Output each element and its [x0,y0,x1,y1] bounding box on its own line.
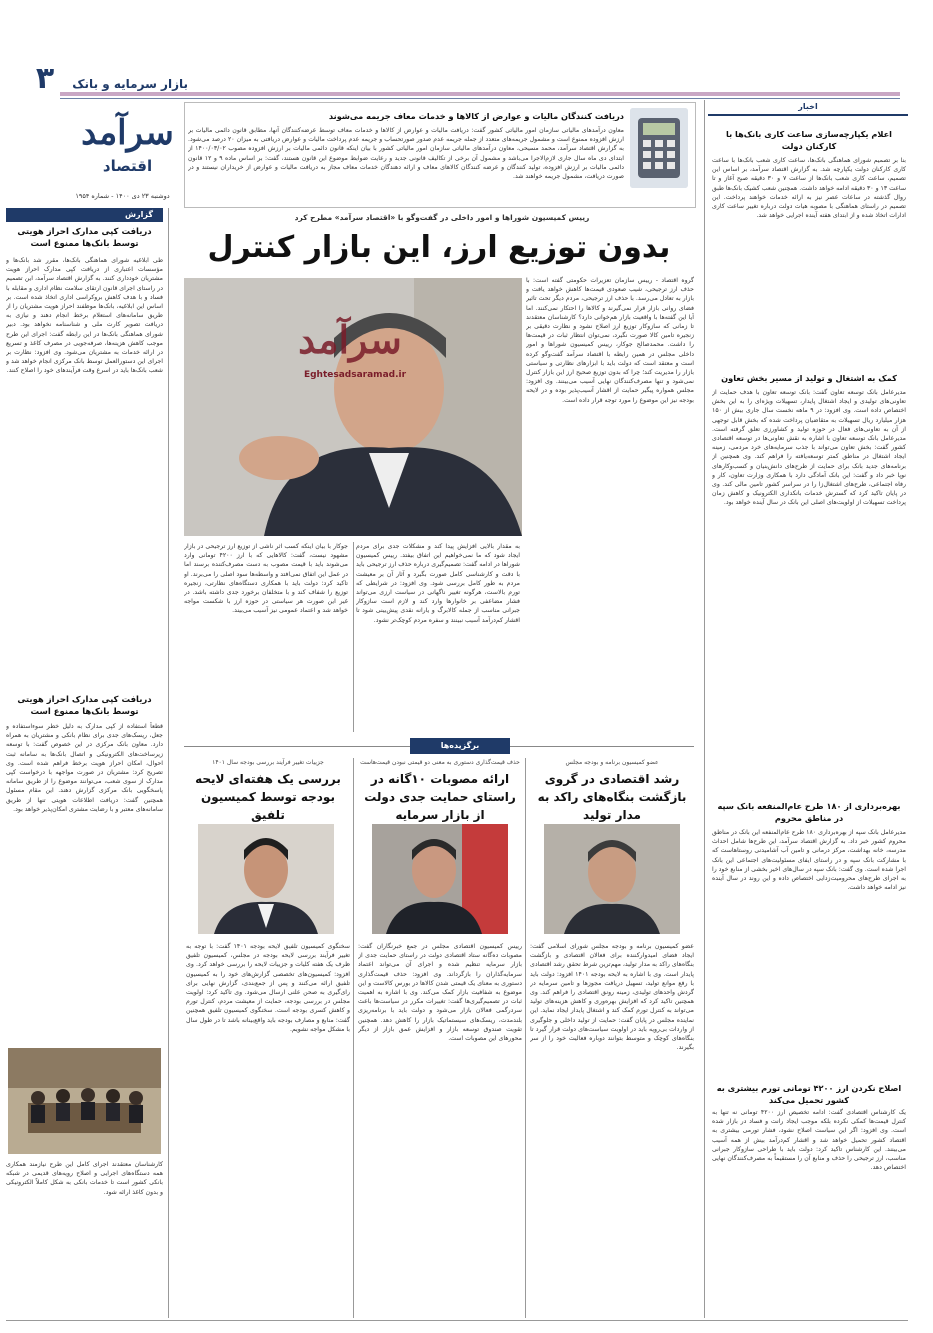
article-headline: بررسی یک هفته‌ای لایحه بودجه توسط کمیسیون تلفیق [195,772,341,822]
news-body-2: مدیرعامل بانک توسعه تعاون گفت: بانک توسعه تعاون با هدف حمایت از تعاونی‌های تولیدی و ایجاد اشتغال پایدار، تسهیلات ویژه‌ای را به این بخش اختصاص داده است. وی افزود: در ۹ ماهه نخست سال جاری بیش از ۱۵۰ هزار میلیارد ریال تسهیلات به متقاضیان پرداخت شده که بخش قابل توجهی از آن به تعاونی‌های فعال در حوزه تولید و کشاورزی تعلق گرفته است. مدیرعامل بانک توسعه تعاون با اشاره به نقش تعاونی‌ها در توسعه اقتصادی کشور گفت: بخش تعاون می‌تواند با جذب سرمایه‌های خرد مردمی، زمینه ایجاد اشتغال در مناطق کمتر توسعه‌یافته را فراهم کند. وی همچنین از برنامه‌های جدید بانک برای حمایت از طرح‌های دانش‌بنیان و کسب‌وکارهای نوپا خبر داد و گفت: این بانک آمادگی دارد با همکاری وزارت تعاون، کار و رفاه اجتماعی، طرح‌های اشتغال‌زا را در سراسر کشور تامین مالی کند. وی در پایان تاکید کرد که گسترش خدمات بانکداری الکترونیک و کاهش زمان پرداخت تسهیلات از اولویت‌های اصلی این بانک در سال آینده خواهد بود. [712,389,906,507]
article-body: سخنگوی کمیسیون تلفیق لایحه بودجه ۱۴۰۱ گفت: با توجه به تغییر فرآیند بررسی لایحه بودجه در مجلس، کمیسیون تلفیق ظرف یک هفته کلیات و جزییات لایحه را بررسی خواهد کرد. وی افزود: کمیسیون‌های تخصصی گزارش‌های خود را به کمیسیون تلفیق ارائه می‌کنند و پس از جمع‌بندی، گزارش نهایی برای رای‌گیری به صحن علنی ارسال می‌شود. وی تاکید کرد: اولویت مجلس در بررسی بودجه، حمایت از معیشت مردم، کنترل تورم و کاهش کسری بودجه است. سخنگوی کمیسیون تلفیق همچنین گفت: منابع و مصارف بودجه باید واقع‌بینانه باشد تا در طول سال با مشکل مواجه نشویم. [186,943,350,1033]
news-body-3: مدیرعامل بانک سپه از بهره‌برداری ۱۸۰ طرح عام‌المنفعه این بانک در مناطق محروم کشور خبر داد. به گزارش اقتصاد سرآمد، این طرح‌ها شامل احداث مدرسه، خانه بهداشت، مرکز درمانی و تامین آب آشامیدنی روستاهاست که با مشارکت بانک سپه و در راستای ایفای مسئولیت‌های اجتماعی این بانک اجرا شده است. وی گفت: بانک سپه در سال‌های اخیر بخشی از منابع خود را به اجرای طرح‌های محرومیت‌زدایی اختصاص داده و این روند در سال آینده نیز ادامه خواهد داشت. [712,829,906,892]
article-kicker: حذف قیمت‌گذاری دستوری به معنی دو قیمتی نبودن قیمت‌هاست [360,759,520,766]
article-photo [198,824,334,934]
watermark-url: Eghtesadsaramad.ir [303,370,407,380]
article-headline: ارائه مصوبات ۱۰گانه در راستای حمایت جدی دولت از بازار سرمایه [364,772,516,822]
column-divider [704,100,705,1318]
page-number: ۳ [35,61,55,96]
column-divider [525,758,526,1318]
news-headline-2: کمک به اشتغال و تولید از مسیر بخش تعاون [721,373,897,383]
lead-kicker: رییس کمیسیون شوراها و امور داخلی در گفت‌وگو با «اقتصاد سرآمد» مطرح کرد [294,213,590,222]
column-divider [353,758,354,1318]
news-body-1: بنا بر تصمیم شورای هماهنگی بانک‌ها، ساعت کاری شعب بانک‌ها با ساعت کاری کارکنان دولت یکپارچه شد. به گزارش اقتصاد سرآمد، بر اساس این تصمیم، ساعت کاری شعب بانک‌ها از ساعت ۷ و ۳۰ دقیقه صبح آغاز و تا ساعت ۱۳ و ۳۰ دقیقه ادامه خواهد داشت. همچنین شعب کشیک بانک‌ها طبق روال گذشته در ساعات عصر نیز به ارائه خدمات خواهند پرداخت. این تصمیم در راستای هماهنگی با مصوبه هیات دولت درباره تغییر ساعت کاری ادارات اتخاذ شده و از ابتدای هفته آینده اجرایی خواهد شد. [712,157,906,220]
watermark-logo: سرآمد [298,317,402,362]
article-body: رییس کمیسیون اقتصادی مجلس در جمع خبرنگاران گفت: مصوبات ده‌گانه ستاد اقتصادی دولت در راستای حمایت جدی از بازار سرمایه تنظیم شده و اجرای آن می‌تواند اعتماد سرمایه‌گذاران را بازگرداند. وی افزود: حذف قیمت‌گذاری دستوری به معنای یک قیمتی شدن کالاها در بورس کالاست و این موضوع به شفافیت بازار کمک می‌کند. وی با اشاره به اهمیت ثبات در تصمیم‌گیری‌ها گفت: تغییرات مکرر در سیاست‌ها باعث سردرگمی فعالان بازار می‌شود و دولت باید با برنامه‌ریزی بلندمدت، ریسک‌های سیستماتیک بازار را کاهش دهد. همچنین تقویت صندوق توسعه بازار و افزایش عمق بازار از دیگر محورهای این مصوبات است. [358,943,522,1043]
calculator-photo [630,108,688,188]
article-photo [544,824,680,934]
article-headline: رشد اقتصادی در گروی بازگشت بنگاه‌های راکد به مدار تولید [537,772,687,822]
lead-body-right: گروه اقتصاد - رییس سازمان تعزیرات حکومتی گفته است: با حذف ارز ترجیحی، شیب صعودی قیمت‌ها کاهش خواهد یافت و بازار به تعادل می‌رسد. با حذف ارز ترجیحی، مردم دیگر تحت تاثیر فضای روانی بازار قرار نمی‌گیرند و کالاها را احتکار نمی‌کنند. اما آیا این گفته‌ها با واقعیت بازار هم‌خوانی دارد؟ کارشناسان معتقدند تا زمانی که سازوکار توزیع ارز اصلاح نشود و نظارت دقیقی بر زنجیره تامین کالا صورت نگیرد، نمی‌توان انتظار ثبات در قیمت‌ها را داشت. محمدصالح جوکار، رییس کمیسیون شوراها و امور داخلی مجلس در همین رابطه با اقتصاد سرآمد گفت‌وگو کرده است و معتقد است که دولت باید با ابزارهای نظارتی و سیاستی بازار را مدیریت کند؛ چرا که بدون توزیع صحیح ارز این بازار کنترل نمی‌شود و تنها مصرف‌کنندگان نهایی آسیب می‌بینند. وی افزود: مجلس همواره پیگیر حمایت از اقشار آسیب‌پذیر بوده و در لایحه بودجه نیز این موضوع را مورد توجه قرار داده است. [526,277,694,404]
header-band [60,92,900,96]
left-headline-2: دریافت کپی مدارک احراز هویتی توسط بانک‌ها ممنوع است [17,695,152,717]
lead-body-col-1: جوکار با بیان اینکه کسب اثر ناشی از توزیع ارز ترجیحی در بازار مشهود نیست، گفت: کالاهایی که با ارز ۴۲۰۰ تومانی وارد می‌شوند باید با قیمت مصوب به دست مصرف‌کننده برسند اما در عمل این اتفاق نمی‌افتد و واسطه‌ها سود اصلی را می‌برند. او تاکید کرد: دولت باید با همکاری دستگاه‌های نظارتی، زنجیره توزیع را شفاف کند و با متخلفان برخورد جدی داشته باشد. در غیر این صورت هر سیاستی در حوزه ارز با شکست مواجه خواهد شد و اعتماد عمومی نیز آسیب می‌بیند. [184,543,348,615]
issue-date: دوشنبه ۲۳ دی ۱۴۰۰ - شماره ۱۹۵۴ [75,192,170,200]
lead-body-col-2: به مقدار بالایی افزایش پیدا کند و مشکلات جدی برای مردم ایجاد شود که ما نمی‌خواهیم این اتفاق بیفتد. رییس کمیسیون شوراها در ادامه گفت: تصمیم‌گیری درباره حذف ارز ترجیحی باید با دقت و کارشناسی کامل صورت بگیرد و آثار آن بر معیشت مردم به طور کامل بررسی شود. وی افزود: در شرایطی که تورم بالاست، هرگونه تغییر ناگهانی در سیاست ارزی می‌تواند فشار مضاعفی بر خانوارها وارد کند و لازم است سازوکار جبرانی مناسب از جمله کالابرگ و یارانه نقدی پیش‌بینی شود تا اقشار کم‌درآمد آسیب نبینند و سفره مردم کوچک‌تر نشود. [356,543,520,624]
left-body-1: طی ابلاغیه شورای هماهنگی بانک‌ها، مقرر شد بانک‌ها و مؤسسات اعتباری از دریافت کپی مدارک احراز هویت مشتریان خودداری کنند. به گزارش اقتصاد سرآمد، این تصمیم در راستای اجرای قانون ارتقای سلامت نظام اداری و مقابله با فساد و با هدف کاهش بروکراسی اداری اتخاذ شده است. بر اساس این ابلاغیه، بانک‌ها موظفند احراز هویت مشتریان را از طریق سامانه‌های استعلام برخط انجام دهند و نیازی به دریافت تصویر کارت ملی و شناسنامه نخواهد بود. دبیر شورای هماهنگی بانک‌ها در این رابطه گفت: اجرای این طرح موجب کاهش هزینه‌ها، صرفه‌جویی در مصرف کاغذ و تسریع در ارائه خدمات به مشتریان می‌شود. وی افزود: نظارت بر اجرای این دستورالعمل توسط بانک مرکزی انجام خواهد شد و شعب بانک‌ها باید در اسرع وقت فرآیندهای خود را اصلاح کنند. [6,257,163,375]
news-headline-3: بهره‌برداری از ۱۸۰ طرح عام‌المنفعه بانک سپه در مناطق محروم [717,801,901,823]
meeting-photo [8,1048,161,1154]
left-headline-1: دریافت کپی مدارک احراز هویتی توسط بانک‌ها ممنوع است [17,227,152,249]
logo-main: سرآمد [81,113,174,153]
lead-headline: بدون توزیع ارز، این بازار کنترل [207,230,671,265]
news-headline-1: اعلام یکپارچه‌سازی ساعت کاری بانک‌ها با کارکنان دولت [726,129,892,151]
news-body-4: یک کارشناس اقتصادی گفت: ادامه تخصیص ارز ۴۲۰۰ تومانی نه تنها به کنترل قیمت‌ها کمکی نکرده بلکه موجب ایجاد رانت و فساد در بازار شده است. وی افزود: اگر این سیاست اصلاح نشود، فشار تورمی بیشتری به اقتصاد کشور تحمیل خواهد شد و اقشار کم‌درآمد بیش از همه آسیب می‌بینند. این کارشناس تاکید کرد: دولت باید با طراحی سازوکار جبرانی مناسب، ارز ترجیحی را حذف و منابع آن را مستقیماً به مصرف‌کنندگان نهایی اختصاص دهد. [712,1109,906,1172]
article-photo [372,824,508,934]
news-headline-4: اصلاح نکردن ارز ۴۲۰۰ تومانی تورم بیشتری به کشور تحمیل می‌کند [716,1083,902,1105]
header-divider [60,98,900,99]
footer-divider [6,1320,908,1321]
section-label-selected: برگزیده‌ها [410,738,510,754]
article-kicker: عضو کمیسیون برنامه و بودجه مجلس [565,759,659,766]
section-title: بازار سرمایه و بانک [72,77,188,91]
section-label-news: اخبار [708,100,908,116]
logo-sub: اقتصاد [102,157,153,175]
article-body: عضو کمیسیون برنامه و بودجه مجلس شورای اسلامی گفت: ایجاد فضای امیدوارکننده برای فعالان اقتصادی و بازگشت بنگاه‌های راکد به مدار تولید، مهم‌ترین شرط تحقق رشد اقتصادی پایدار است. وی با اشاره به لایحه بودجه ۱۴۰۱ افزود: دولت باید با رفع موانع تولید، تسهیل دریافت مجوزها و تامین سرمایه در گردش واحدهای تولیدی، زمینه رونق اقتصادی را فراهم کند. وی همچنین تاکید کرد که افزایش بهره‌وری و کاهش هزینه‌های تولید می‌تواند به کنترل تورم کمک کند و اشتغال پایدار ایجاد نماید. این نماینده مجلس در پایان گفت: حمایت از تولید داخلی و جلوگیری از واردات بی‌رویه باید در اولویت سیاست‌های دولت قرار گیرد تا بنگاه‌های کوچک و متوسط بتوانند دوباره فعالیت خود را از سر بگیرند. [530,943,694,1052]
column-divider [353,542,354,732]
top-box-body: معاون درآمدهای مالیاتی سازمان امور مالیاتی کشور گفت: دریافت مالیات و عوارض از کالاها و خدمات معاف توسط عرضه‌کنندگان آنها، مطابق قانون دائمی مالیات بر ارزش افزوده ممنوع است و مشمول جریمه‌های متعدد از جمله جریمه عدم صدور صورتحساب و جریمه عدم پرداخت مالیات و عوارض دریافتی به میزان ۲۰ درصد می‌شود. به گزارش اقتصاد سرآمد، محمد مسیحی، معاون درآمدهای مالیاتی سازمان امور مالیاتی کشور با بیان اینکه قانون دائمی مالیات بر ارزش افزوده مصوب ۱۴۰۰/۰۳/۰۲ از ابتدای دی ماه سال جاری لازم‌الاجرا می‌باشد و مشمول آن برخی از تکالیف قانونی جدید و رعایت ضوابط موضوع این قانون هستند، گفت: بر اساس ماده ۹ و ۱۲ قانون دائمی مالیات بر ارزش افزوده، تولید کنندگان و عرضه کنندگان کالاهای معاف و ارائه دهندگان خدمات معاف مجاز به دریافت مالیات و عوارض از خریداران نیستند و در صورت دریافت، مشمول جریمه خواهند شد. [188,127,624,181]
top-box-title: دریافت کنندگان مالیات و عوارض از کالاها و خدمات معاف جریمه می‌شوند [328,111,624,121]
article-kicker: جزییات تغییر فرآیند بررسی بودجه سال ۱۴۰۱ [212,759,324,766]
left-body-2: قطعاً استفاده از کپی مدارک به دلیل خطر سوءاستفاده و جعل، ریسک‌های جدی برای نظام بانکی و مشتریان به همراه دارد. معاون بانک مرکزی در این خصوص گفت: با توسعه زیرساخت‌های الکترونیکی و اتصال بانک‌ها به سامانه ثبت احوال، امکان احراز هویت برخط فراهم شده است. وی تصریح کرد: مشتریان در صورت مواجهه با درخواست کپی مدارک از سوی شعب، می‌توانند موضوع را از طریق سامانه پاسخگویی بانک مرکزی گزارش دهند. این مقام مسئول همچنین گفت: دریافت اطلاعات هویتی تنها از طریق سامانه‌های معتبر و با رضایت مشتری امکان‌پذیر خواهد بود. [6,723,163,813]
section-label-report: گزارش [6,208,163,222]
column-divider [168,208,169,1318]
left-body-3: کارشناسان معتقدند اجرای کامل این طرح نیازمند همکاری همه دستگاه‌های اجرایی و اصلاح رویه‌های قدیمی در شبکه بانکی کشور است تا خدمات بانکی به شکل کاملاً الکترونیکی و بدون کاغذ ارائه شود. [6,1161,163,1196]
